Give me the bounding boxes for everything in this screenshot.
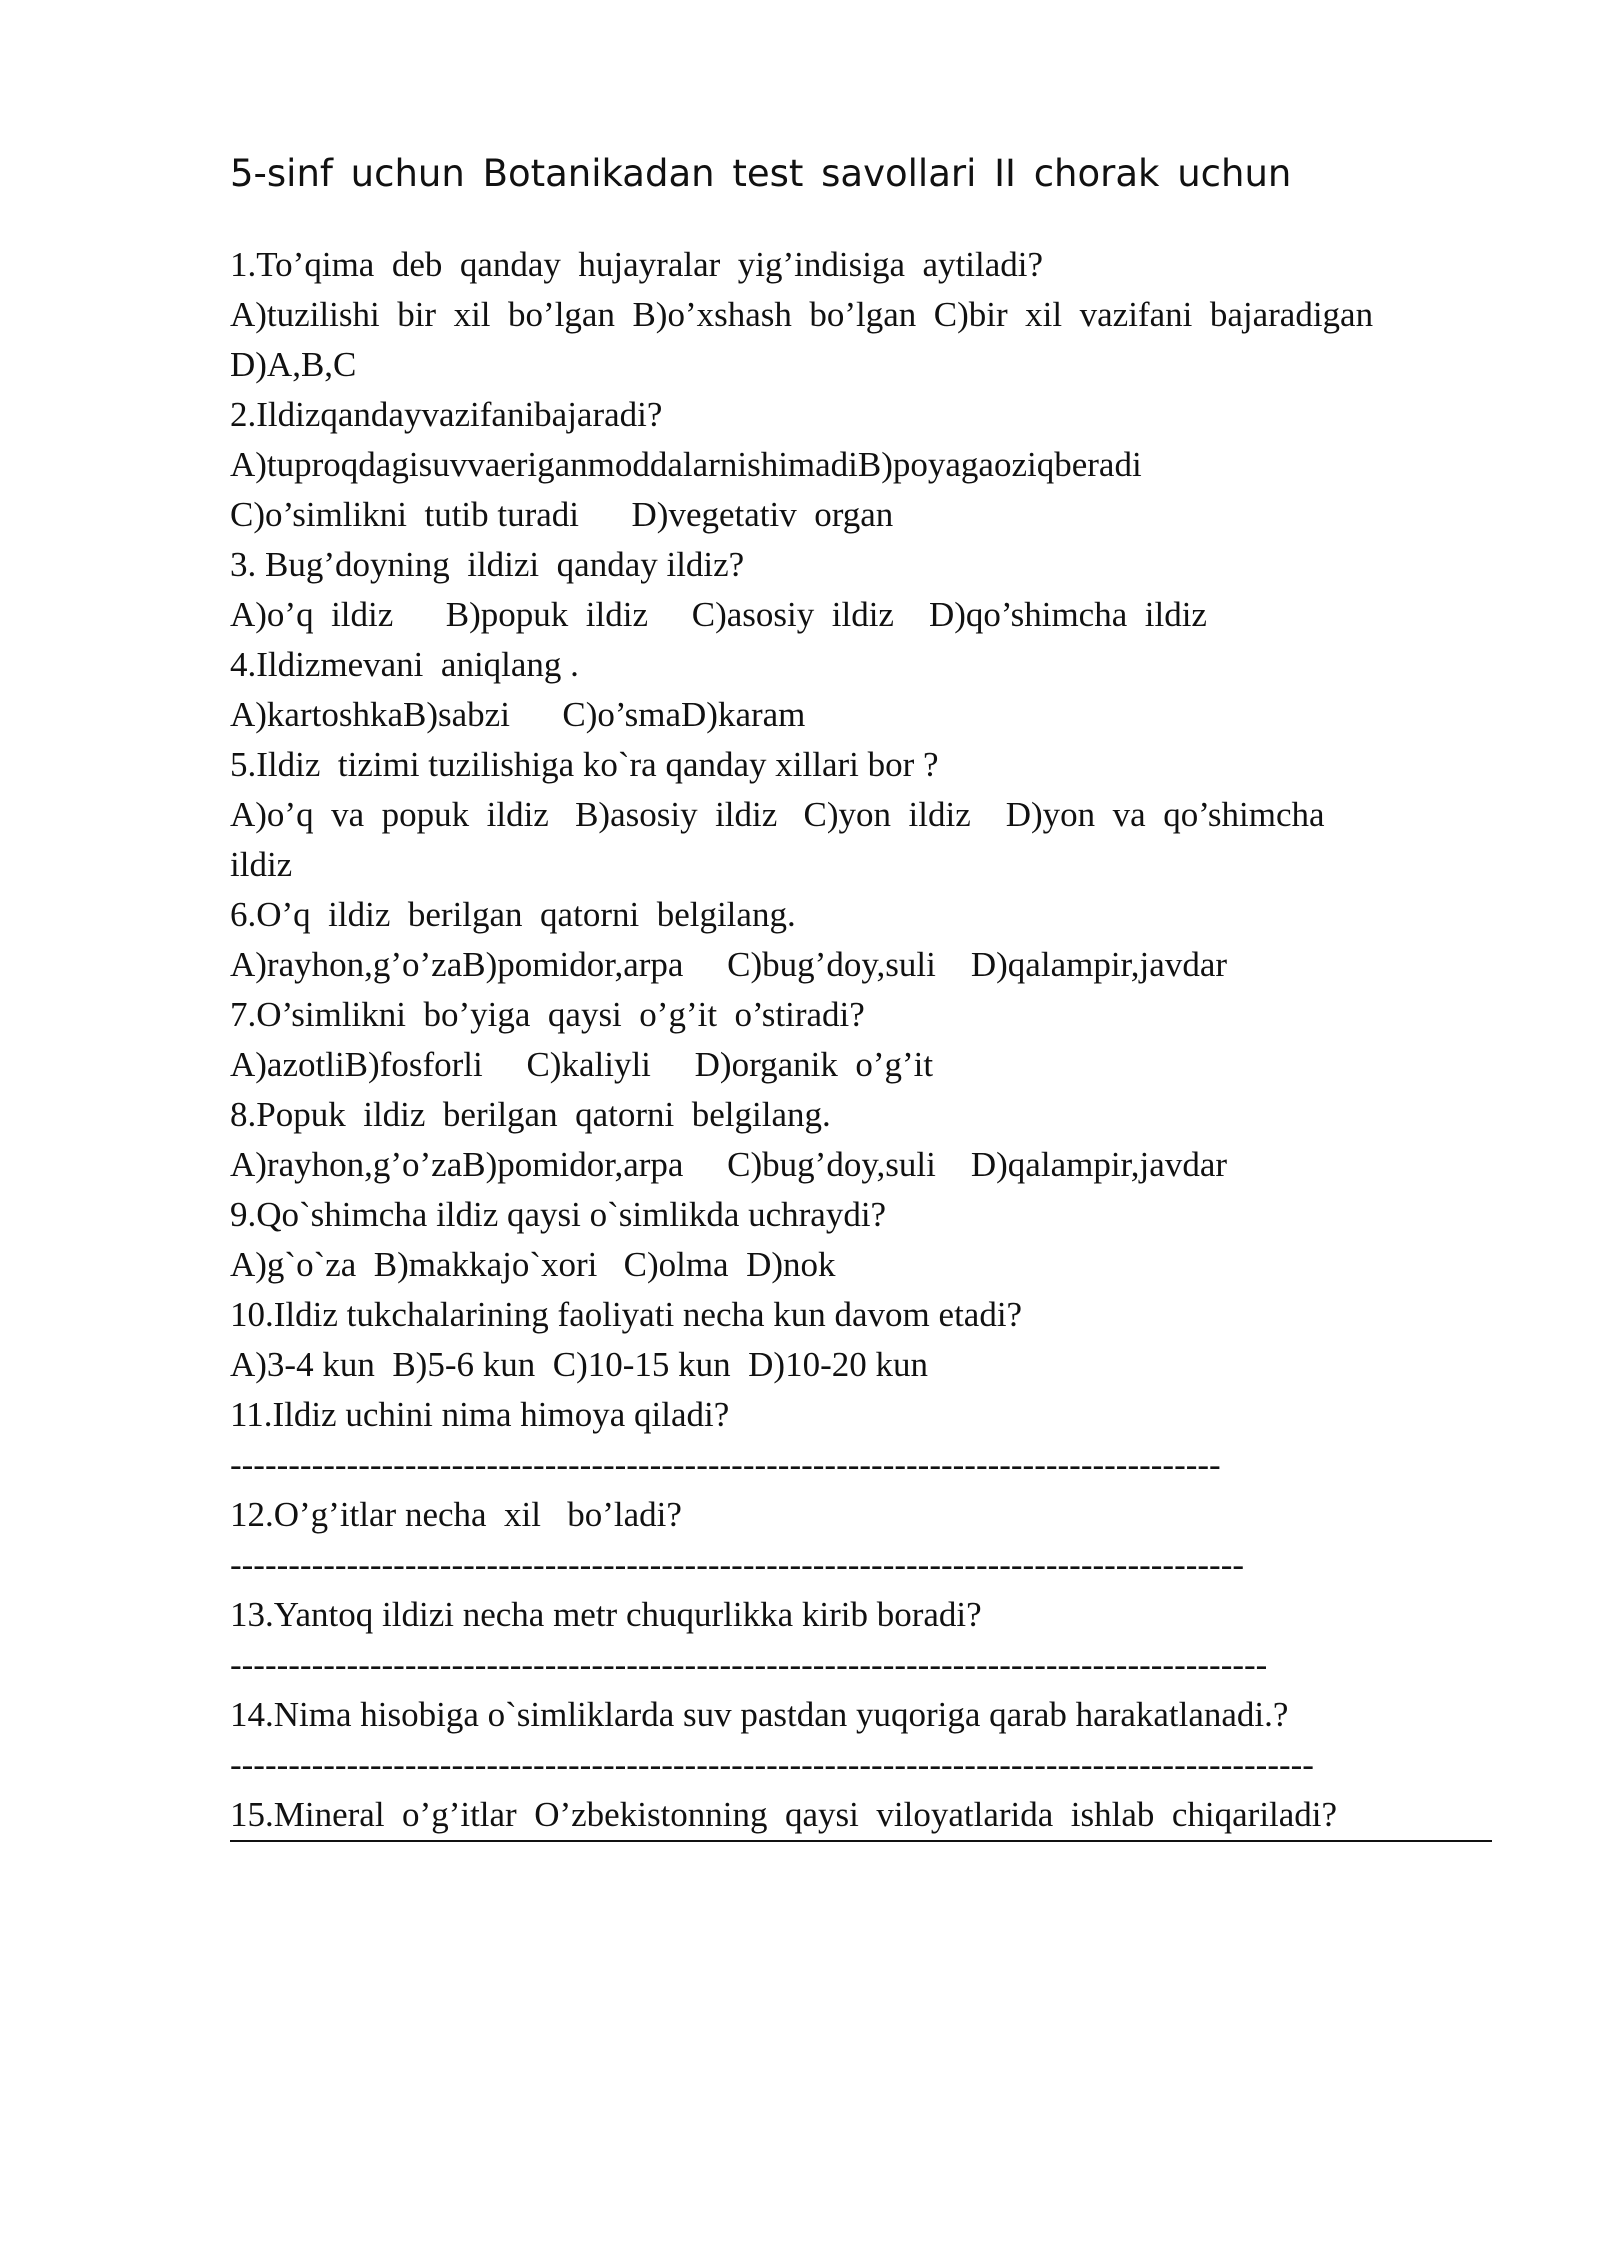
question-1: 1.To’qima deb qanday hujayralar yig’indisiga aytiladi? [230,245,1043,284]
page-title: 5-sinf uchun Botanikadan test savollari II chorak uchun [230,152,1292,195]
answer-options-1: A)tuzilishi bir xil bo’lgan B)o’xshash bo’lgan C)bir xil vazifani bajaradigan [230,295,1374,334]
question-14: 14.Nima hisobiga o`simliklarda suv pastdan yuqoriga qarab harakatlanadi.? [230,1695,1289,1734]
question-2: 2.Ildizqandayvazifanibajaradi? [230,395,663,434]
answer-options-2: A)tuproqdagisuvvaeriganmoddalarnishimadiB)poyagaoziqberadi [230,445,1142,484]
answer-options-8: A)rayhon,g’o’zaB)pomidor,arpa C)bug’doy,suli D)qalampir,javdar [230,1145,1228,1184]
answer-blank-14: --------------------------------------------------------------------------------------------- [230,1745,1314,1784]
answer-options-7: A)azotliB)fosforli C)kaliyli D)organik o’g’it [230,1045,934,1084]
question-3: 3. Bug’doyning ildizi qanday ildiz? [230,545,745,584]
question-10: 10.Ildiz tukchalarining faoliyati necha kun davom etadi? [230,1295,1023,1334]
question-13: 13.Yantoq ildizi necha metr chuqurlikka kirib boradi? [230,1595,982,1634]
question-8: 8.Popuk ildiz berilgan qatorni belgilang. [230,1095,831,1134]
answer-options-3: A)o’q ildiz B)popuk ildiz C)asosiy ildiz D)qo’shimcha ildiz [230,595,1207,634]
question-9: 9.Qo`shimcha ildiz qaysi o`simlikda uchraydi? [230,1195,887,1234]
answer-options-10: A)3-4 kun B)5-6 kun C)10-15 kun D)10-20 kun [230,1345,928,1384]
question-5: 5.Ildiz tizimi tuzilishiga ko`ra qanday xillari bor ? [230,745,939,784]
test-questions [230,240,1490,1842]
answer-blank-11: ------------------------------------------------------------------------------------- [230,1445,1221,1484]
answer-blank-13: ----------------------------------------------------------------------------------------- [230,1645,1268,1684]
answer-options-2-cont: C)o’simlikni tutib turadi D)vegetativ organ [230,495,894,534]
answer-options-5-cont: ildiz [230,845,293,884]
answer-options-1-cont: D)A,B,C [230,345,357,384]
answer-options-6: A)rayhon,g’o’zaB)pomidor,arpa C)bug’doy,suli D)qalampir,javdar [230,945,1228,984]
question-11: 11.Ildiz uchini nima himoya qiladi? [230,1395,730,1434]
question-15: 15.Mineral o’g’itlar O’zbekistonning qaysi viloyatlarida ishlab chiqariladi? [230,1790,1492,1842]
answer-options-9: A)g`o`za B)makkajo`xori C)olma D)nok [230,1245,836,1284]
question-7: 7.O’simlikni bo’yiga qaysi o’g’it o’stiradi? [230,995,865,1034]
question-4: 4.Ildizmevani aniqlang . [230,645,579,684]
question-6: 6.O’q ildiz berilgan qatorni belgilang. [230,895,796,934]
answer-options-4: A)kartoshkaB)sabzi C)o’smaD)karam [230,695,806,734]
answer-blank-12: --------------------------------------------------------------------------------------- [230,1545,1245,1584]
question-12: 12.O’g’itlar necha xil bo’ladi? [230,1495,682,1534]
answer-options-5: A)o’q va popuk ildiz B)asosiy ildiz C)yon ildiz D)yon va qo’shimcha [230,795,1325,834]
